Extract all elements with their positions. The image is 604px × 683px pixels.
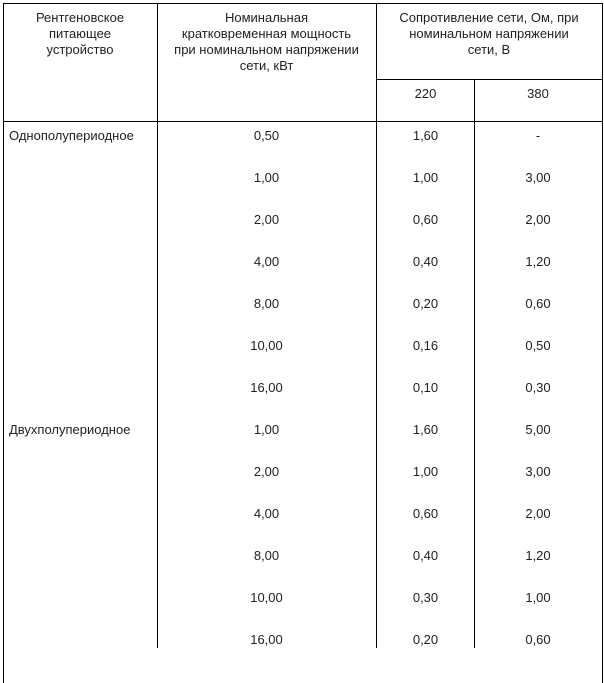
header-device-line-2: питающее: [48, 26, 112, 41]
power-value: 0,50: [253, 128, 280, 143]
header-380: 380: [527, 86, 549, 101]
resistance-380-value: -: [535, 128, 541, 143]
power-value: 8,00: [253, 296, 280, 311]
resistance-380-value: 3,00: [525, 464, 551, 479]
resistance-380-value: 0,30: [525, 380, 551, 395]
resistance-380-value: 1,20: [525, 254, 551, 269]
resistance-380-value: 5,00: [525, 422, 551, 437]
header-resistance: [377, 10, 601, 58]
resistance-220-value: 0,16: [412, 338, 439, 353]
header-power-line-2: кратковременная мощность: [181, 26, 352, 41]
device-label-half-wave: Однополупериодное: [9, 128, 134, 143]
header-device-line-3: устройство: [46, 42, 114, 57]
header-power-line-4: сети, кВт: [239, 58, 294, 73]
header-device: [4, 10, 156, 58]
resistance-380-value: 2,00: [525, 212, 551, 227]
resistance-220-value: 0,20: [412, 632, 439, 647]
resistance-380-value: 0,50: [525, 338, 551, 353]
device-label-full-wave: Двухполупериодное: [9, 422, 131, 437]
header-resistance-line-2: номинальном напряжении: [409, 26, 569, 41]
resistance-380-value: 0,60: [525, 632, 551, 647]
header-power-line-1: Номинальная: [224, 10, 309, 25]
power-value: 4,00: [253, 254, 280, 269]
power-value: 1,00: [253, 170, 280, 185]
resistance-220-value: 0,40: [412, 254, 439, 269]
power-value: 16,00: [250, 632, 283, 647]
power-value: 16,00: [250, 380, 283, 395]
resistance-220-value: 1,60: [412, 422, 439, 437]
header-resistance-line-1: Сопротивление сети, Ом, при: [399, 10, 579, 25]
resistance-380-value: 0,60: [525, 296, 551, 311]
resistance-220-value: 0,30: [412, 590, 439, 605]
resistance-220-value: 0,20: [412, 296, 439, 311]
header-power: [158, 10, 375, 74]
resistance-380-value: 3,00: [525, 170, 551, 185]
header-device-line-1: Рентгеновское: [35, 10, 125, 25]
header-resistance-line-3: сети, В: [467, 42, 511, 57]
header-power-line-3: при номинальном напряжении: [174, 42, 359, 57]
power-value: 10,00: [250, 590, 283, 605]
power-value: 8,00: [253, 548, 280, 563]
resistance-220-value: 0,40: [412, 548, 439, 563]
resistance-220-value: 0,60: [412, 506, 439, 521]
power-value: 2,00: [253, 464, 280, 479]
power-value: 10,00: [250, 338, 283, 353]
resistance-220-value: 1,60: [412, 128, 439, 143]
resistance-380-value: 1,20: [525, 548, 551, 563]
power-value: 4,00: [253, 506, 280, 521]
resistance-220-value: 0,60: [412, 212, 439, 227]
power-value: 1,00: [253, 422, 280, 437]
resistance-220-value: 0,10: [412, 380, 439, 395]
resistance-220-value: 1,00: [412, 170, 439, 185]
resistance-380-value: 2,00: [525, 506, 551, 521]
header-sub-divider: [376, 79, 602, 80]
resistance-220-value: 1,00: [412, 464, 439, 479]
header-bottom-divider: [3, 121, 602, 122]
power-value: 2,00: [253, 212, 280, 227]
resistance-380-value: 1,00: [525, 590, 551, 605]
header-220: 220: [414, 86, 437, 101]
